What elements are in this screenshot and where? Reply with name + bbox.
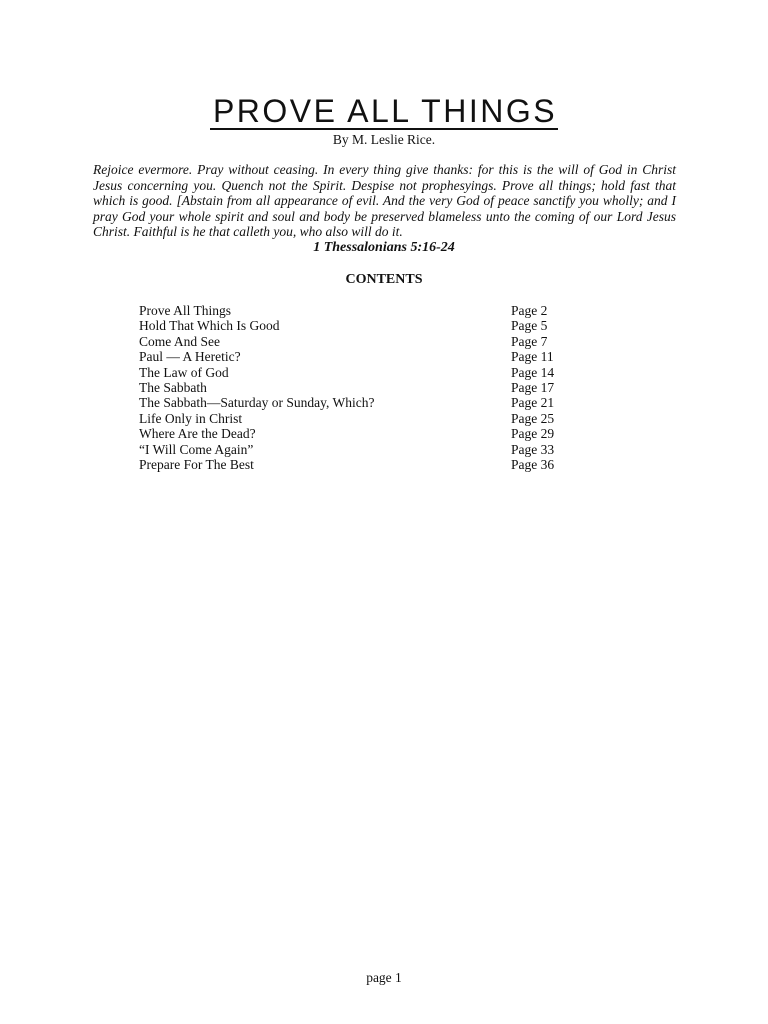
toc-entry-title: The Sabbath—Saturday or Sunday, Which? bbox=[139, 395, 375, 411]
toc-entry-page: Page 36 bbox=[511, 456, 555, 472]
toc-entry-title: Life Only in Christ bbox=[139, 410, 243, 426]
toc-entry-title: The Law of God bbox=[139, 364, 229, 380]
toc-entry-title: Come And See bbox=[139, 333, 220, 349]
toc-entry bbox=[139, 426, 579, 441]
toc-entry-title: Prepare For The Best bbox=[139, 456, 254, 472]
scripture-reference: 1 Thessalonians 5:16-24 bbox=[313, 240, 455, 255]
toc-entry-page: Page 17 bbox=[511, 379, 555, 395]
toc-entry bbox=[139, 303, 579, 318]
toc-entry-page: Page 29 bbox=[511, 426, 555, 442]
toc-entry-page: Page 33 bbox=[511, 441, 555, 457]
toc-entry-page: Page 5 bbox=[511, 318, 548, 334]
toc-entry-page: Page 21 bbox=[511, 395, 555, 411]
toc-entry bbox=[139, 395, 579, 410]
page-number: page 1 bbox=[366, 970, 402, 985]
toc-entry-title: “I Will Come Again” bbox=[139, 441, 254, 457]
contents-heading: CONTENTS bbox=[345, 272, 423, 287]
document-title-text: PROVE ALL THINGS bbox=[210, 94, 558, 130]
document-title bbox=[0, 92, 768, 130]
toc-entry-page: Page 7 bbox=[511, 333, 548, 349]
toc-entry bbox=[139, 349, 579, 364]
toc-entry-page: Page 2 bbox=[511, 303, 548, 318]
toc-entry-title: Paul — A Heretic? bbox=[139, 349, 241, 365]
toc-entry-page: Page 11 bbox=[511, 349, 554, 365]
toc-entry-title: The Sabbath bbox=[139, 379, 207, 395]
toc-entry bbox=[139, 334, 579, 349]
toc-entry bbox=[139, 380, 579, 395]
toc-entry-title: Where Are the Dead? bbox=[139, 426, 256, 442]
toc-entry-title: Hold That Which Is Good bbox=[139, 318, 280, 334]
author-byline: By M. Leslie Rice. bbox=[332, 132, 436, 147]
toc-entry-page: Page 14 bbox=[511, 364, 555, 380]
toc-entry-page: Page 25 bbox=[511, 410, 555, 426]
table-of-contents bbox=[139, 303, 579, 472]
scripture-quote: Rejoice evermore. Pray without ceasing. In every thing give thanks: for this is the will of God in Christ Jesus concerning you. Quench not the Spirit. Despise not prophesyings. Prove all things; hold fast that which is good. [Abstain from all appearance of evil. And the very God of peace sanctify you wholly; and I pray God your whole spirit and soul and body be preserved blameless unto the coming of our Lord Jesus Christ. Faithful is he that calleth you, who also will do it. bbox=[93, 162, 676, 239]
toc-entry bbox=[139, 442, 579, 457]
toc-entry bbox=[139, 411, 579, 426]
toc-entry bbox=[139, 457, 579, 472]
toc-entry-title: Prove All Things bbox=[139, 303, 232, 318]
toc-entry bbox=[139, 365, 579, 380]
toc-entry bbox=[139, 318, 579, 333]
